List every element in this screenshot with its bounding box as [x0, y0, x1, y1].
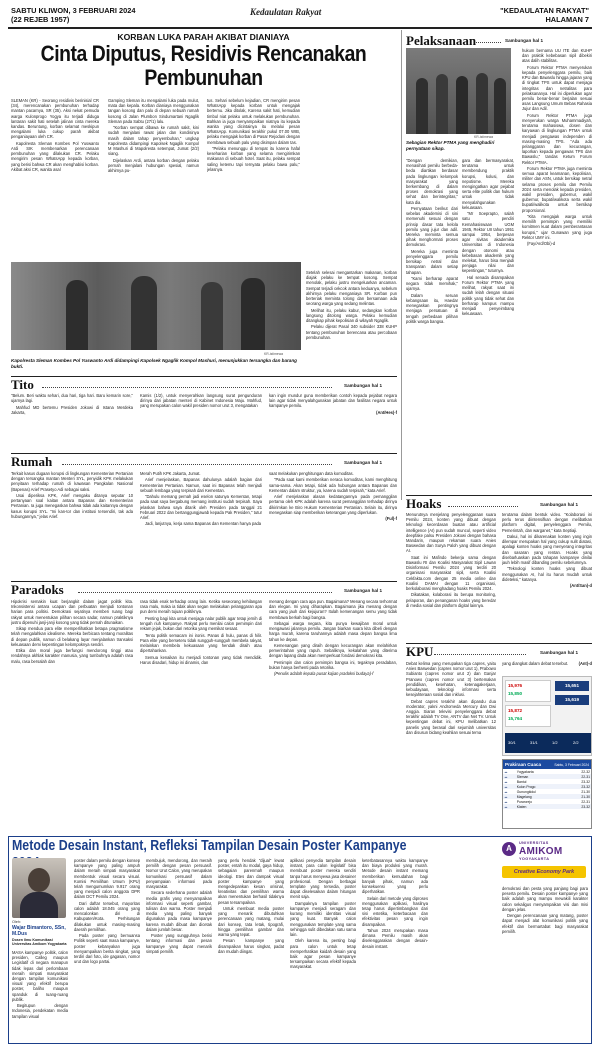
- author-signoff: (Ant)-d: [578, 661, 592, 666]
- article-paragraph: Secara sederhana poster adalah media grafis yang menyampaikan informasi visual seperti gambar, tulisan dan warna. Poster menjadi media yang paling banyak digunakan pada masa kampanye karena mudah dibuat dan dicetak dalam jumlah besar.: [146, 890, 212, 932]
- article-paragraph: aplikasi penyedia tampilan desain instant, para calon legislatif bisa membuat poster mereka sendiri tanpa harus menyewa jasa desainer profesional. Dengan berbagai template yang tersedia, poster dapat diselesaikan dalam hitungan menit saja.: [290, 858, 356, 900]
- weather-cloud-icon: ☁: [504, 804, 508, 809]
- article-paragraph: Debat kelima yang merupakan tiga capres, yaitu Anies Baswedan (capres nomor urut 1), Prabowo Subianto (capres nomor urut 2) dan Ganjar Pranowo (capres nomor urut 3) bertemakan pendidikan, kesehatan, ketenagakerjaan, kebudayaan, teknologi informasi serta kesejahteraan sosial dan inklusi.: [406, 661, 496, 698]
- lead-paragraph: SLEMAN (KR) - Seorang residivis berinisial CR (34), merencanakan pembunuhan terhadap mantan pacarnya, SR (35). Aksi nekat pemuda warga Kulonprogo Yogya itu terjadi diduga lantaran sakit hati setelah jalinan cinta mereka kandas. Beruntung, korban selamat meskipun mengalami luka cukup parah akibat penganiayaan oleh CR.: [11, 98, 99, 140]
- weather-cloud-icon: ☁: [504, 789, 508, 794]
- ticker-date: 2/2: [573, 740, 579, 745]
- lead-headline: Cinta Diputus, Residivis Rencanakan Pembunuhan: [40, 41, 367, 90]
- article-paragraph: Jadi, lanjutnya, kerja sama Bapanas dan Kementan hanya pada: [145, 521, 262, 527]
- article-paragraph: Hal senada disampaikan Forum Rektor PTMA yang melihat, rakyat saat ini sudah lelah dengan situasi politik yang tidak sehat dan berharap kampus mampu menjadi penyeimbang kekuasaan.: [462, 274, 514, 317]
- kpu-column-2: [502, 661, 592, 675]
- article-paragraph: Pada poster yang bernuansa Politik seperti saat masa kampanye, poster kebanyakan juga menyampaikan berita singkat, yang terdiri dari foto, ide gagasan, nomor urut dan logo partai.: [74, 933, 140, 965]
- author-note: (Penulis adalah kepala pusat kajian pradoksi budaya)-f: [274, 671, 374, 677]
- article-paragraph: keterbatasannya waktu kampanye dan biaya produksi yang murah. Metode desain instant memang memberikan kemudahan bagi banyak pihak, namun ada konsekuensi yang perlu diperhatikan.: [362, 858, 428, 895]
- article-paragraph: Kamis (1/2), untuk menyerahkan langsung surat pengunduran dirinya dari jabatan menteri di Kabinet Indonesia Maju. Mahfud, yang merupakan calon wakil presiden nomor urut 3, mengatakan: [140, 393, 262, 409]
- article-paragraph: Pemimpin dan calon pemimpin bangsa ini, tegaknya peradaban, bukan hanya berhenti pada retorika.: [269, 659, 397, 670]
- tito-column-3: [269, 393, 397, 437]
- article-paragraph: gara dan bermasyarakat, terutama untuk membendung praktik korupsi, kolusi, dan nepotisme. Mereka mengingatkan agar pejabat serta elite politik dan hukum untuk tidak menyalahgunakan kekuasaan.: [462, 158, 514, 210]
- page-number: HALAMAN 7: [545, 15, 589, 24]
- ticker-date-bar: [505, 733, 591, 753]
- lead-photo-caption: Kapolresta Sleman Kombes Pol Yuswanto Ardi didampingi Kapolsek Ngaglik Kompol Mashuri, menunjukkan tersangka dan barang bukti.: [11, 358, 297, 369]
- weather-temperature: 23-32: [581, 784, 590, 789]
- section-title-paradoks: Paradoks: [11, 582, 64, 597]
- pelaksanaan-column-1: [406, 158, 458, 368]
- continuation-label: Sambungan hal 1: [540, 650, 579, 655]
- article-paragraph: Kemenangan yang diraih dengan kecurangan akan melahirkan pemerintahan yang rapuh. Sebaliknya, kekalahan yang diterima dengan lapang dada akan memperkuat fondasi demokrasi kita.: [269, 643, 397, 659]
- hoaks-column-1: [406, 512, 496, 640]
- section-title-rumah: Rumah: [11, 454, 53, 469]
- lead-column-2: [108, 98, 199, 273]
- hoaks-column-2: [502, 512, 592, 640]
- article-paragraph: terutama dalam bentuk video. "Kolaborasi ini perlu terus diintensifkan dengan melibatkan platform digital, penyelenggara Pemilu, Pemerintah, dan warganet," kata Septiaji.: [502, 512, 592, 533]
- lead-paragraph: "Korban sempat dibawa ke rumah sakit, kini sudah menjalani rawat jalan dan kondisinya masih dalam tahap penyembuhan," ungkap Kapolresta didampingi Kapolsek Ngaglik Kompol M Mashuri di Mapolresta setempat, Jumat (2/2) siang.: [108, 125, 199, 157]
- amikom-emblem-icon: A: [502, 842, 516, 856]
- amikom-logo: [500, 838, 588, 882]
- pelaksanaan-photo: [406, 48, 511, 134]
- article-paragraph: yang perlu hendak "dijual" lewat poster, entah itu modal, gaya hidup, sebagaian parenmah maupun ideologi. Etes dan dampak visual poster kampanye yang mengedepankan kesan orisinal, kreativitas dan pemilihan warna akan menentukan berhasil tidaknya pesan tersampaikan.: [218, 858, 284, 905]
- weather-temperature: 21-30: [581, 789, 590, 794]
- weather-forecast: [502, 759, 592, 829]
- header-date: SABTU KLIWON, 3 FEBRUARI 2024: [11, 6, 136, 15]
- article-paragraph: membujuk, mendorong, dan meraih pemilih dengan pesan persuasif. Nomor Urut Calon, yang merupakan komunikasi persuasif dalam penyampaian informasi pada masyarakat.: [146, 858, 212, 890]
- tito-column-2: [140, 393, 262, 437]
- continuation-label: Sambungan hal 1: [344, 460, 383, 465]
- article-paragraph: Dari daftar tersebut, mayoritas calon adalah 18.045 orang yang mencalonkan diri di Kabupaten/Kota. Perhitungan dilakukan untuk masing-masing daerah pemilihan.: [74, 900, 140, 932]
- lead-paragraph: Pelaku dijerat Pasal 340 subsider 338 KUHP tentang pembunuhan berencana atau percobaan pembunuhan.: [306, 324, 397, 340]
- ticker-value: 15,619: [555, 695, 589, 705]
- section-dots: [42, 387, 332, 388]
- paradoks-column-1: [11, 599, 133, 829]
- weather-header: [503, 760, 591, 769]
- weather-city: Bantul: [516, 779, 527, 784]
- article-paragraph: Usai diperiksa KPK, Arief mengaku ditanya seputar 10 pertanyaan soal kaitan antara Bapanas dan Kementerian Pertanian. Ia juga menegaskan bahwa tidak ada kaitannya dengan kasus korupsi SYL. "Ini kan-tor dan institusi tersendiri, tak ada hubungannya," jelas Arief.: [11, 493, 133, 519]
- article-paragraph: Menurutnya menjelang penyelenggaraan suara Pemilu 2024, konten yang dibuat dengan teknologi kecerdasan buatan atau artificial intelligence (AI) pun sudah muncul, seperti video deepfake palsu Presiden Jokowi dengan bahasa Mandarin, maupun rekaman suara Anies Baswedan dan Surya Paloh yang dibuat dengan AI.: [406, 512, 496, 554]
- article-paragraph: Mereka juga meminta penyelenggara pemilu bersikap netral dan transparan dalam setiap tahapan.: [406, 248, 458, 275]
- section-title-pelaksanaan: Pelaksanaan: [406, 33, 477, 48]
- article-paragraph: Dakui, hal ini dikarenakan konten yang ingin dilempar merupakan hal yang cukup sulit diatasi, apalagi konten hoaks yang menyerang integritas dan sasaran yang rentan. Hoaks yang disebarluaskan pada tahapan kampanye dinilai jauh lebih masif dibanding pemilu sebelumnya.: [502, 534, 592, 566]
- article-paragraph: Penting bagi kita untuk menjaga nalar publik agar tetap jernih di tengah riuh kampanye. Rakyat perlu menilai calon pemimpin dari rekam jejak, bukan dari retorika yang memikat sesaat.: [140, 615, 262, 632]
- continuation-label: Sambungan hal 1: [505, 38, 544, 43]
- weather-city: Magelang: [516, 794, 532, 799]
- article-paragraph: Untuk membuat media poster yang menarik dibutuhkan perencanaan yang matang, mulai dari konsep, tata letak, tipografi, hingga pemilihan gambar dan warna yang tepat.: [218, 906, 284, 938]
- weather-cloud-icon: ☁: [504, 794, 508, 799]
- header-rule: [8, 27, 592, 29]
- article-paragraph: "Pada saat kami memberikan neraca komoditas, kami menghitung sama-sama. Akan tetapi, tidak ada hubungan antara Bapanas dan Kementan dalam struktur, ya, karena sudah terpisah," kata Arief.: [269, 477, 397, 493]
- feature-column-5: [362, 858, 428, 1040]
- author-photo: [12, 858, 66, 918]
- article-paragraph: Dampaknya tampilan poster kampanye menjadi seragam dan kurang memiliki identitas visual yang kuat. Banyak calon menggunakan template yang sama sehingga sulit dibedakan satu sama lain.: [290, 900, 356, 938]
- weather-city: Kulon Progo: [516, 784, 536, 789]
- article-paragraph: demokrasi dan pesta yang panjang bagi para peserta pemilu. Desain poster kampanye yang baik adalah yang mampu mewakili karakter calon sekaligus menyampaikan visi dan misi dengan jelas.: [502, 886, 588, 912]
- section-dots: [62, 464, 332, 465]
- kpu-column-1: [406, 661, 496, 829]
- weather-cloud-icon: ☁: [504, 779, 508, 784]
- weather-date: Sabtu, 3 Februari 2024: [554, 762, 589, 767]
- ticker-date: 30/1: [508, 740, 516, 745]
- author-signoff: (Ant/San)-d: [569, 583, 592, 589]
- lead-paragraph: Setelah selesai mengantarkan makanan, korban diajak pelaku ke tempat kosong. Sempat menolak, pelaku justru mengeluarkan ancaman. Sempat terjadi cekcok antara keduanya, sebelum akhirnya pelaku menganiaya SR. Korban pun berteriak meminta tolong dan bersamaan ada seorang warga yang sedang melintas.: [306, 270, 397, 307]
- article-paragraph: Forum Rektor PTMA juga menyerukan warga Muhammadiyah, terutama mahasiswa, dosen dan karyawan di lingkungan PTMA untuk menjadi pengawas independen di masing-masing TPS. "Ada ada pelanggaran dan kecurangan, laporkan kepada pengawas TPS dan Bawaslu," tandas Ketum Forum Rektor PTMA.: [522, 112, 592, 165]
- article-paragraph: poster dalam pemilu dengan konsep kampanye yang paling ampuh dalam meraih simpati masyarakat membentuk visual secara visual. Komisi Pemilihan Umum (KPU) telah mengumumkan 9.917 orang yang menjadi calon anggota DPR dalam DCT Pemilu 2024.: [74, 858, 140, 900]
- lead-column-4: [306, 270, 397, 374]
- ticker-value: 15,872: [508, 708, 523, 713]
- lead-paragraph: Kapolresta Sleman Kombes Pol Yuswanto Ardi SIK membenarkan perencanaan pembunuhan yang dilakukan CR. Pelaku mengirim pesan WhatsApp kepada korban, yang berisi bahwa CR akan menghabisi korban. Akibat aksi CR, wanita asal: [11, 140, 99, 172]
- lead-paragraph: Gamping Sleman itu mengalami luka pada mulut, mata dan kepala. Korban dianiaya menggunakan tangan kosong dan palu di depan sebuah rumah kosong di Jalan Plumbon Sindumartani Ngaglik Sleman pada Sabtu (27/1) lalu.: [108, 98, 199, 124]
- weather-temperature: 22-31: [581, 774, 590, 779]
- paradoks-column-3: [269, 599, 397, 829]
- article-paragraph: Dalam seruan kebangsaan itu, Haedar menegaskan pentingnya menjaga persatuan di tengah perbedaan pilihan politik warga bangsa.: [406, 292, 458, 324]
- weather-city: Yogyakarta: [516, 769, 534, 774]
- continuation-label: Sambungan hal 1: [344, 383, 383, 388]
- weather-cloud-icon: ☁: [504, 769, 508, 774]
- ticker-value: 15,976: [508, 683, 523, 688]
- feature-column-3: [218, 858, 284, 1040]
- section-rule: [406, 643, 592, 644]
- weather-temperature: 21-30: [581, 794, 590, 799]
- ticker-value: 15,764: [508, 716, 523, 721]
- feature-column-6: [502, 886, 588, 1040]
- currency-ticker: [502, 676, 592, 756]
- weather-city: Sleman: [516, 774, 529, 779]
- weather-city: Purworejo: [516, 799, 533, 804]
- header-hijri-date: (22 REJEB 1957): [11, 15, 70, 24]
- lead-column-3: [207, 98, 300, 273]
- lead-photo: [11, 262, 301, 350]
- section-title-tito: Tito: [11, 377, 34, 392]
- pelaksanaan-column-3: [522, 48, 592, 492]
- article-paragraph: Tahun 2024 merupakan masa dimana Pemilu masih akan diselenggarakan dengan desain-desain instant.: [362, 928, 428, 949]
- article-paragraph: Arief menjelaskan, Bapanas dahulunya adalah bagian dari Kementerian Pertanian. Namun, saat ini Bapanas telah menjadi sebuah lembaga yang terpisah dari Kementan.: [140, 477, 262, 493]
- article-paragraph: MASA kampanye politik, calon presiden, Calleg maupun Legislatif di negara manapun tidak lepas dari perlombaan meraih simpati masyarakat dengan tampilan komunikasi visual yang efektif berupa poster, baliho maupun spanduk di ruang-ruang publik.: [12, 950, 68, 1002]
- column-divider: [401, 30, 402, 500]
- article-paragraph: "Kita mengajak warga untuk memilih pemimpin yang memiliki komitmen kuat dalam pemberantasan korupsi," ujar Gunawan yang juga Rektor UMY ini.: [522, 214, 592, 240]
- article-paragraph: (Fay/Ard/Obi)-d: [527, 241, 556, 247]
- author-signoff: (Ant/Hes)-f: [376, 409, 397, 415]
- section-rule: [11, 376, 397, 377]
- section-rule: [11, 581, 397, 582]
- lead-paragraph: Dijelaskan Ardi, antara korban dengan pelaku pernah menjalani hubungan spesial, namun akhirnya pu-: [108, 157, 199, 174]
- weather-temperature: 22-31: [581, 799, 590, 804]
- article-paragraph: yang diangkat dalam debat tersebut.: [502, 661, 569, 666]
- article-paragraph: "Dengan demikian, menasihati pemilu berbeda-beda diartikan berdasar pada lingkungan kelompok masyarakat yang berkembang di dalam proses demokrasi yang sehat dan berintegritas," kata dia.: [406, 158, 458, 205]
- rumah-column-3: [269, 471, 397, 577]
- pelaksanaan-photo-caption: Sebagian Rektor PTMA yang menghadiri pernyataan sikap.: [406, 140, 495, 151]
- article-paragraph: rasa tidak enak terhadap orang lain. Ketika seseorang kehilangan rasa malu, maka ia tidak akan segan melakukan pelanggaran apa pun demi meraih tujuan politiknya.: [140, 599, 262, 615]
- weather-temperature: 23-32: [581, 779, 590, 784]
- author-affiliation: Dosen Ilmu Komunikasi Universitas Amikom Yogyakarta: [12, 938, 67, 947]
- header-publication: "KEDAULATAN RAKYAT": [500, 6, 589, 15]
- lead-paragraph: Melihat itu, pelaku kabur, sedangkan korban langsung ditolong warga. Pelaku kemudian ditangkap pihak kepolisian di wilayah Ngaglik.: [306, 307, 397, 324]
- article-paragraph: Debat capres terakhir akan dipandu dua moderator, yakni Andromeda Mercury dan Dwi Anggia. Siaran televisi penyelenggara debat terakhir adalah TV One, ANTV dan Net TV. Untuk kepentingan debat ini, KPU melibatkan 12 panelis yang berasal dari sejumlah universitas dan disusun bidang keahlian sesuai tema: [406, 698, 496, 735]
- article-paragraph: Hipokrisi semakin kuat berjangkit dalam jagat politik kita. Inkonsistensi antara ucapan dan perbuatan menjadi tontonan harian para politisi. Demokrasi sejatinya memberi ruang bagi rakyat untuk menentukan pilihan secara sadar, namun praktiknya justru dipenuhi janji-janji kosong yang tidak pernah ditunaikan.: [11, 599, 133, 625]
- article-paragraph: hukum bernama UU ITE dan KUHP dan praktik kebebasan sipil dibekiri atas dalih stabilitas.: [522, 48, 592, 64]
- author-label: Oleh:: [12, 920, 22, 924]
- pelaksanaan-column-2: [462, 158, 514, 368]
- section-dots: [434, 654, 526, 655]
- article-paragraph: Poster yang sungguhnya berisi tentang informasi dan pesan kampanye yang dapat menarik simpati pemilih.: [146, 933, 212, 954]
- ticker-panel: [505, 705, 551, 727]
- article-paragraph: Tentu politik semacam ini ironis. Panas di hulu, panas di hilir. Para elite yang berseteru tidak sungguh-sungguh membela rakyat, melainkan membela kekuasaan yang hendak diraih atau dipertahankan.: [140, 632, 262, 654]
- feature-headline: Metode Desain Instant, Refleksi Tampilan Desain Poster Kampanye: [12, 838, 407, 854]
- article-paragraph: Saat ini Mafindo bekerja sama dengan Bawaslu RI dan Koalisi Masyarakat Sipil Lawan Disinformasi Pemilu 2024 yang terdiri 20 organisasi masyarakat sipil, serta Koalisi Cekfakta.com dengan 25 media online dan Koalisi DAMAI dengan 11 organisasi, berkolaborasi menghadang hoaks Pemilu 2024.: [406, 554, 496, 592]
- rumah-column-2: [140, 471, 262, 577]
- weather-temperature: 22-32: [581, 769, 590, 774]
- feature-column-0: [12, 950, 68, 1040]
- article-paragraph: "Teknologi konten hoaks yang dibuat menggunakan AI, hal itu harus mudah untuk dideteksi," katanya.: [502, 566, 592, 582]
- section-title-kpu: KPU: [406, 644, 434, 659]
- article-paragraph: Sikap mendua para elite memperlihatkan betapa pragmatisme telah mengalahkan idealisme. Mereka berbicara tentang moralitas di depan publik, namun di belakang layar menjalankan transaksi kekuasaan demi kepentingan kelompoknya sendiri.: [11, 626, 133, 647]
- author-name: Wajar Bimantoro, SSn, M.Dus: [12, 925, 66, 937]
- continuation-label: Sambungan hal 1: [540, 502, 579, 507]
- section-dots: [448, 506, 518, 507]
- article-paragraph: Arief menjelaskan alasan kedatangannya pada pemanggilan pertama oleh KPK adalah karena surat pemanggilan terhadap dirinya dikirimkan ke Biro Hukum Kementerian Pertanian. Selain itu, dirinya menegaskan siap memberikan keterangan yang diperlukan.: [269, 494, 397, 515]
- logo-city: YOGYAKARTA: [519, 857, 550, 861]
- lead-column-1: [11, 98, 99, 273]
- weather-temperature: 23-32: [581, 804, 590, 809]
- article-paragraph: saat melakukan penghitungan data komoditas.: [269, 471, 354, 476]
- feature-column-2: [146, 858, 212, 1040]
- lead-paragraph: "Pelaku menunggu di tempat itu karena hafal keseharian korban yang selama mengirimkan makanan di sebuah hotel. Saat itu, pelaku sempat saling ketemu tapi ternyata pelaku bawa palu," jelasnya.: [207, 146, 300, 172]
- lead-paragraph: tus. Sehari sebelum kejadian, CR mengirim pesan WhatsApp kepada korban untuk mengajak bertemu. Jika ditolak, Karena sakit hati, kemudian timbul niat pelaku untuk melakukan pembunuhan. Bahkan ia juga menyampaikan niatnya itu kepada wanita yang dicintainya itu melalui pesan WhatsApp. Komunikasi terakhir pukul 07.00 WIB, pelaku mengajak korban di Pasar Rejodani dengan membawa sebuah palu yang disimpan dalam tas.: [207, 98, 300, 145]
- author-signoff: (Ful)-f: [385, 516, 397, 522]
- feature-column-4: [290, 858, 356, 1040]
- weather-table: [503, 769, 591, 809]
- article-paragraph: Semua kenaikan itu menjadi tontonan yang tidak mendidik. Harus disadari, hidup ini dinamis, dan: [140, 654, 262, 665]
- ticker-date: 31/1: [530, 740, 538, 745]
- article-paragraph: Oleh karena itu, penting bagi para calon untuk tetap memperhatikan kaidah desain yang baik agar pesan kampanye tersampaikan secara efektif kepada masyarakat.: [290, 938, 356, 970]
- lead-photo-credit: KR-istimewa: [264, 352, 284, 356]
- ticker-panel: [505, 680, 551, 702]
- weather-title: Prakiraan Cuaca: [505, 762, 542, 767]
- article-paragraph: Dikatakan, kolaborasi itu berupa monitoring, pelaporan, dan penanganan hoaks yang beredar di media sosial dan platform digital lainnya.: [406, 592, 496, 608]
- article-paragraph: "Belum. Beri waktu sehari, dua hari, tiga hari. Baru kemarin sore," ujarnya lagi.: [11, 393, 133, 404]
- article-paragraph: menang dengan cara apa pun. Bagaimana? Menang secara terhormat dan elegan. Ini yang diharapkan. Bagaimana jika menang dengan cara yang jauh dari kejujuran? Itulah kemenangan semu yang tidak membawa berkah bagi bangsa.: [269, 599, 397, 620]
- paradoks-column-2: [140, 599, 262, 829]
- weather-city: Klaten: [516, 804, 527, 809]
- article-paragraph: Pernyataan berikut dari sebelas akademisi di sini memenuhi sesuai dengan prinsip dasar tata kelola pemilu yang jujur dan adil. Mereka meminta semua pihak menghormati proses demokrasi.: [406, 206, 458, 248]
- masthead-logo: Kedaulatan Rakyat: [250, 7, 322, 17]
- article-paragraph: "Dahulu memang pernah jadi eselon satunya Kementan, tetapi pada saat saya bergabung memang institusi sudah terpisah. Saya jelaskan bahwa saya ditarik oleh Presiden pada tanggal 21 Februari 2022 dan bertanggungjawab kepada Pak Presiden," tutur Arief.: [140, 494, 262, 520]
- article-paragraph: "Kami berharap aparat negara tidak memihak," ujarnya.: [406, 276, 458, 292]
- logo-tagline: Creative Economy Park: [502, 866, 586, 878]
- rumah-column-1: [11, 471, 133, 577]
- ticker-value: 15,850: [508, 691, 523, 696]
- weather-cloud-icon: ☁: [504, 784, 508, 789]
- weather-city: Gunungkidul: [516, 789, 536, 794]
- weather-row: [503, 804, 591, 809]
- article-paragraph: Selain dari metode yang diproses menggunakan aplikasi, hasilnya tetap harus dipertimbangkan dari sisi estetika, keterbacaan dan efektivitas pesan yang ingin disampaikan.: [362, 895, 428, 927]
- feature-column-1: [74, 858, 140, 1040]
- logo-name: AMIKOM: [519, 846, 563, 857]
- article-paragraph: Forum Rektor PTMA menyerukan kepada penyelenggara pemilu, baik KPU dan Bawaslu hingga jajaran yang di tingkat TPS untuk dapat menjaga integritas dan netralitas para pelaksananya. Hal ini diperlukan agar pemilu benar-benar berjalan sesuai asas Langsung Umum Bebas Rahasia Jujur dan Adil.: [522, 64, 592, 112]
- article-paragraph: Dengan perencanaan yang matang, poster dapat menjadi alat komunikasi politik yang efektif dan bermartabat bagi masyarakat pemilih.: [502, 913, 588, 934]
- logo-university: UNIVERSITAS: [519, 841, 549, 845]
- section-dots: [78, 592, 332, 593]
- article-paragraph: Terkait kasus dugaan korupsi di lingkungan Kementerian Pertanian dengan tersangka mantan Menteri SYL, penyidik KPK melakukan penyitaan terhadap rumah di kawasan Pangkalan Nasional (Bapenas) Arief Prasetyo Adi sebagai saksi.: [11, 471, 133, 492]
- continuation-label: Sambungan hal 1: [344, 588, 383, 593]
- ticker-value: 15,651: [555, 681, 589, 691]
- section-title-hoaks: Hoaks: [406, 496, 442, 511]
- article-paragraph: Pesan kampanye yang disampaikan harus singkat, padat dan mudah diingat.: [218, 938, 284, 954]
- weather-cloud-icon: ☁: [504, 799, 508, 804]
- lead-kicker: KORBAN LUKA PARAH AKIBAT DIANIAYA: [117, 32, 290, 42]
- pelaksanaan-photo-credit: KR-istimewa: [474, 135, 494, 139]
- tito-column-1: [11, 393, 133, 437]
- weather-cloud-icon: ☁: [504, 774, 508, 779]
- article-paragraph: "Mr Soeprapto, salah satu pendiri Kemahasiswaan UGM 1945, Rektor UII tahun 1951 sampai 1954, berpesan agar sivitas akademika Universitas di Indonesia dengan otonomi atau kebebasan akademik yang melekat, harus bisa menjadi penjaga nilai dan kepentingan," tuturnya.: [462, 211, 514, 274]
- article-paragraph: Begitupun dengan Indonesia, pendekatan media tampilan visual: [12, 1003, 68, 1019]
- section-rule: [11, 453, 397, 454]
- article-paragraph: Etika dan moral juga berfungsi mendorong tinggi atau rendahnya akhlak karakter manusia, yang tumbuhnya adalah rasa malu, rasa bersalah dan: [11, 648, 133, 664]
- article-paragraph: kan ingin mundur guna memberikan contoh kepada pejabat negara lain agar tidak menyalahgunakan jabatan dan fasilitas negara untuk kampanye pemilu.: [269, 393, 397, 409]
- article-paragraph: Merah Putih KPK Jakarta, Jumat.: [140, 471, 201, 476]
- article-paragraph: Forum Rektor PTMA juga meminta semua aparat keamanan, kepolisian, militer dan ASN, untuk bersikap netral selama proses pemilu dan Pemilu 2024 serta menolak kepada presiden, wakil presiden, gubernur, wakil gubernur, bupati/walikota serta wakil bupati/walikota untuk bersikap proporsional.: [522, 166, 592, 213]
- article-paragraph: Sebagai warga negara, kita punya kewajiban moral untuk mengawasi jalannya pemilu. Jangan biarkan suara kita dibeli dengan harga murah, karena taruhannya adalah masa depan bangsa lima tahun ke depan.: [269, 621, 397, 642]
- section-dots: [476, 42, 501, 43]
- ticker-date: 1/2: [552, 740, 558, 745]
- article-paragraph: Mahfud MD bertemu Presiden Jokowi di Istana Merdeka Jakarta,: [11, 404, 133, 415]
